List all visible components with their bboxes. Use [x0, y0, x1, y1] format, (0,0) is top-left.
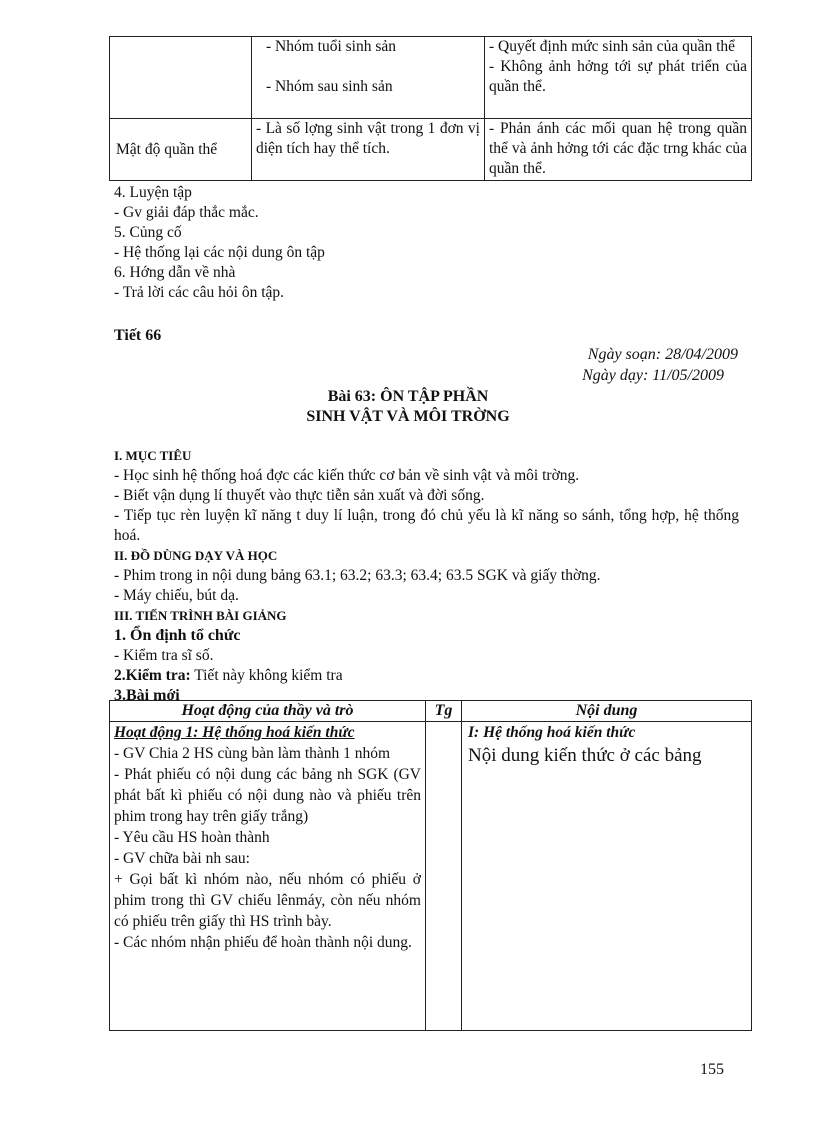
- lesson-title-line: SINH VẬT VÀ MÔI TRỜNG: [306, 408, 510, 425]
- cell-line: - Nhóm tuổi sinh sản: [266, 38, 397, 55]
- table-row: [110, 119, 752, 181]
- table-cell: [110, 37, 252, 119]
- subsection-heading: 2.Kiểm tra:: [114, 667, 191, 684]
- text-line: - Kiểm tra sĩ số.: [114, 647, 214, 664]
- lesson-period: Tiết 66: [114, 327, 162, 344]
- table-row: [110, 37, 752, 119]
- content-text: Nội dung kiến thức ở các bảng: [468, 745, 702, 766]
- lesson-title-line: ÔN TẬP PHẦN: [380, 388, 489, 405]
- text-line: - Yêu cầu HS hoàn thành: [114, 829, 270, 846]
- cell-line: [266, 57, 480, 77]
- table-cell: [426, 722, 462, 1031]
- date-prepared: Ngày soạn: 28/04/2009: [587, 346, 738, 363]
- text-line: - Phim trong in nội dung bảng 63.1; 63.2; 63.3; 63.4; 63.5 SGK và giấy thờng.: [114, 567, 601, 584]
- table-row: [110, 722, 752, 1031]
- cell-line: - Quyết định mức sinh sản của quần thể: [489, 38, 736, 55]
- population-table: [109, 36, 752, 181]
- content-title: I: Hệ thống hoá kiến thức: [468, 724, 636, 741]
- text-line: - GV chữa bài nh sau:: [114, 850, 250, 867]
- text-line: - Gv giải đáp thắc mắc.: [114, 204, 259, 221]
- column-header: Tg: [426, 701, 462, 722]
- subsection-heading: 1. Ổn định tổ chức: [114, 627, 241, 644]
- text-line: - Tiếp tục rèn luyện kĩ năng t duy lí luận, trong đó chủ yếu là kĩ năng so sánh, tổng hợp, hệ thống hoá.: [114, 507, 739, 544]
- text-line: Tiết này không kiểm tra: [190, 667, 343, 684]
- lesson-activity-table: [109, 700, 752, 1031]
- table-cell: Mật độ quần thể: [110, 119, 252, 181]
- table-cell: - Phản ánh các mối quan hệ trong quần thể và ảnh hởng tới các đặc trng khác của quần thể.: [485, 119, 752, 181]
- activity-title: Hoạt động 1: Hệ thống hoá kiến thức: [114, 724, 355, 741]
- column-header: Hoạt động của thầy và trò: [110, 701, 426, 722]
- text-line: - Các nhóm nhận phiếu để hoàn thành nội dung.: [114, 934, 412, 951]
- date-taught: Ngày dạy: 11/05/2009: [582, 367, 724, 384]
- text-line: - Trả lời các câu hỏi ôn tập.: [114, 284, 285, 301]
- text-line: - Phát phiếu có nội dung các bảng nh SGK (GV phát bất kì phiếu có nội dung nào và phiếu trên phim trong hay trên giấy trắng): [114, 766, 421, 825]
- text-line: - Học sinh hệ thống hoá đợc các kiến thức cơ bản về sinh vật và môi trờng.: [114, 467, 580, 484]
- heading-huong-dan: 6. Hớng dẫn về nhà: [114, 264, 236, 281]
- heading-luyen-tap: 4. Luyện tập: [114, 184, 192, 201]
- table-cell: [252, 37, 485, 119]
- table-header-row: [110, 701, 752, 722]
- table-cell: [110, 722, 426, 1031]
- cell-line: - Không ảnh hởng tới sự phát triển của quần thể.: [489, 58, 747, 95]
- section-heading: II. ĐỒ DÙNG DẠY VÀ HỌC: [114, 548, 278, 563]
- text-line: - Hệ thống lại các nội dung ôn tập: [114, 244, 325, 261]
- cell-line: - Nhóm sau sinh sản: [266, 78, 393, 95]
- table-cell: [462, 722, 752, 1031]
- subsection-heading: 3.Bài mới: [114, 687, 180, 704]
- heading-cung-co: 5. Củng cố: [114, 224, 182, 241]
- page-number: 155: [700, 1061, 724, 1078]
- section-heading: III. TIẾN TRÌNH BÀI GIẢNG: [114, 608, 287, 623]
- text-line: - Máy chiếu, bút dạ.: [114, 587, 239, 604]
- lesson-title: [0, 387, 816, 427]
- section-heading: I. MỤC TIÊU: [114, 448, 192, 463]
- column-header: Nội dung: [462, 701, 752, 722]
- text-line: - GV Chia 2 HS cùng bàn làm thành 1 nhóm: [114, 745, 391, 762]
- text-line: + Gọi bất kì nhóm nào, nếu nhóm có phiếu ở phim trong thì GV chiếu lênmáy, còn nếu nhóm có phiếu trên giấy thì HS trình bày.: [114, 871, 421, 930]
- text-line: - Biết vận dụng lí thuyết vào thực tiễn sản xuất và đời sống.: [114, 487, 485, 504]
- table-cell: - Là số lợng sinh vật trong 1 đơn vị diện tích hay thể tích.: [252, 119, 485, 181]
- table-cell: [485, 37, 752, 119]
- lesson-number: Bài 63:: [327, 388, 377, 405]
